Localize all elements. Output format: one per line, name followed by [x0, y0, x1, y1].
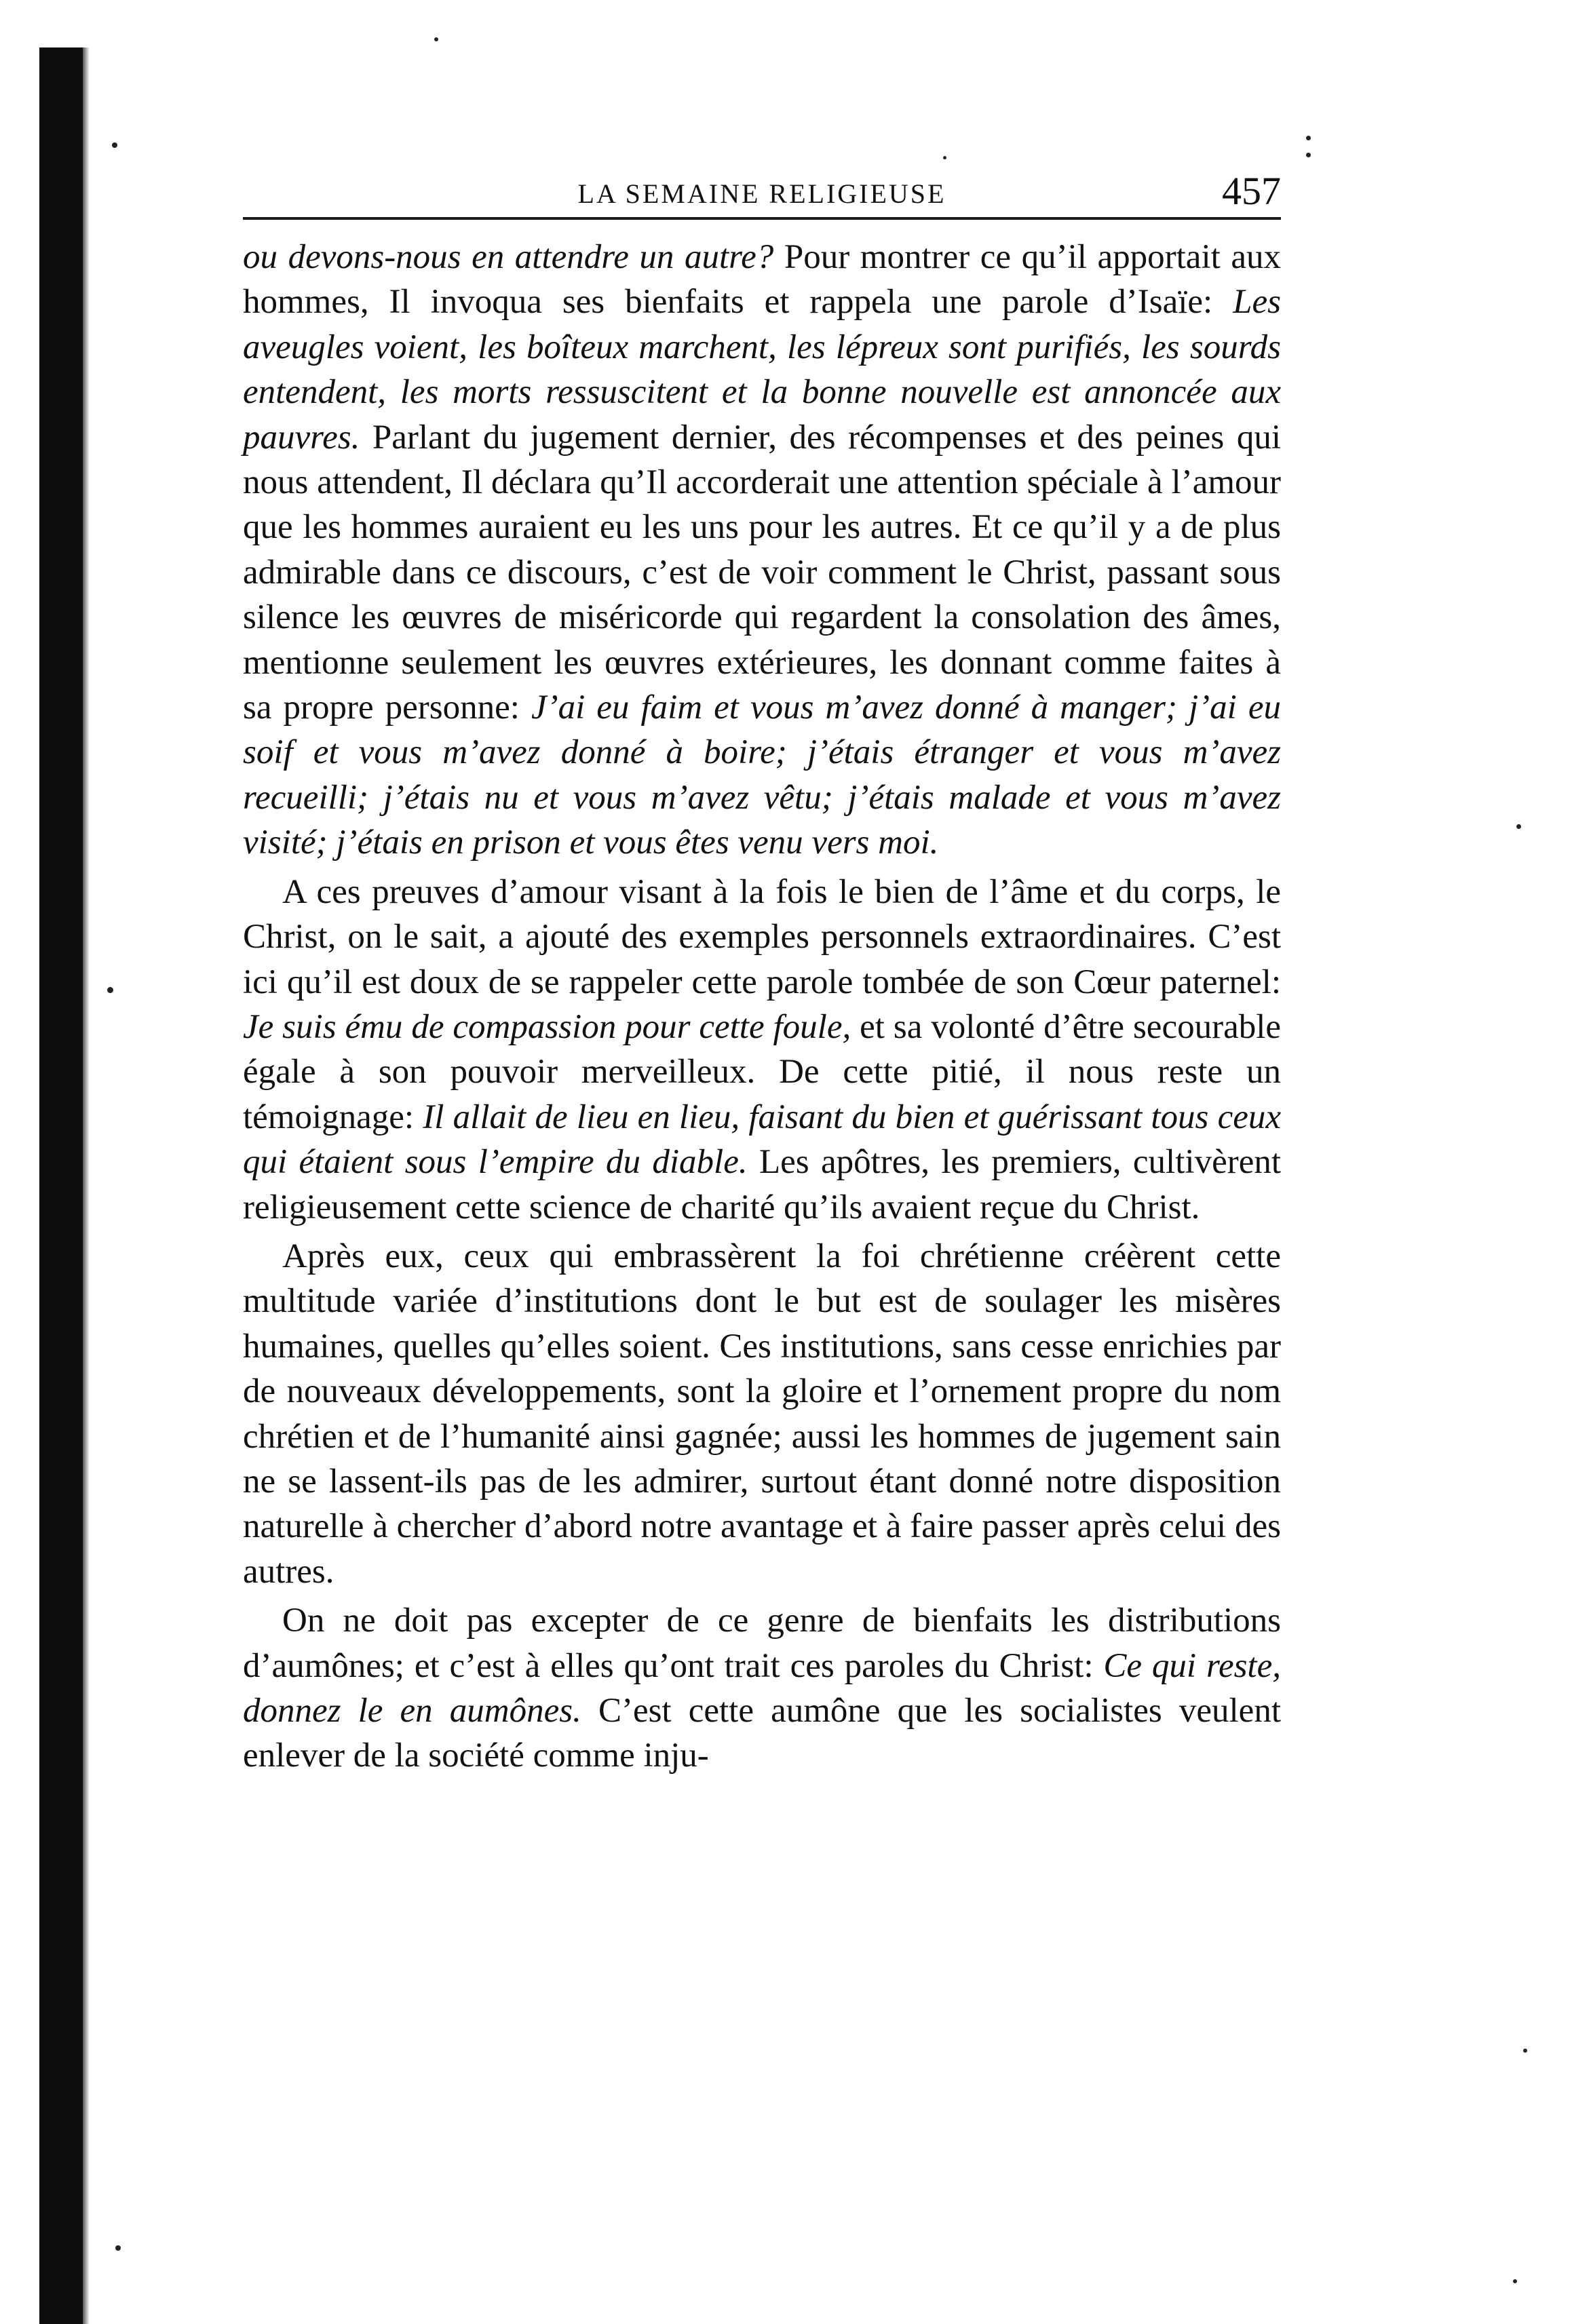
text-segment: A ces preuves d’amour visant à la fois le bien de l’âme et du corps, le Christ, on le sait, a ajouté des exemples personnels extraordinaires. C’est ici qu’il est doux de se rappeler cette parole tombée de son Cœur paternel:: [243, 872, 1281, 1001]
text-segment: Ce qui reste, donnez le en aumônes.: [243, 1646, 1281, 1730]
body-text: [243, 235, 1281, 1779]
scan-speck: [943, 156, 946, 159]
text-segment: Pour montrer ce qu’il apportait aux hommes, Il invoqua ses bienfaits et rappela une parole d’Isaïe:: [243, 238, 1281, 322]
scan-speck: [1523, 2049, 1527, 2053]
text-segment: C’est cette aumône que les socialistes veulent enlever de la société comme inju-: [243, 1692, 1281, 1775]
scan-speck: [1513, 2279, 1517, 2283]
text-segment: Il allait de lieu en lieu, faisant du bien et guérissant tous ceux qui étaient sous l’empire du diable.: [243, 1098, 1281, 1182]
paragraph-3: [243, 1234, 1281, 1594]
text-segment: On ne doit pas excepter de ce genre de bienfaits les distributions d’aumônes; et c’est à elles qu’ont trait ces paroles du Christ:: [243, 1602, 1281, 1685]
page-binding-edge: [39, 47, 83, 2324]
text-segment: et sa volonté d’être secourable égale à son pouvoir merveilleux. De cette pitié, il nous reste un témoignage:: [243, 1007, 1282, 1136]
scan-speck: [1306, 136, 1311, 140]
text-segment: Les aveugles voient, les boîteux marchent, les lépreux sont purifiés, les sourds entendent, les morts ressuscitent et la bonne nouvelle est annoncée aux pauvres.: [243, 283, 1281, 457]
paragraph-2: [243, 870, 1281, 1230]
paragraph-1: [243, 235, 1281, 866]
scan-speck: [115, 2245, 121, 2251]
page-number: 457: [1222, 169, 1281, 213]
paragraph-4: [243, 1598, 1281, 1779]
scan-speck: [112, 142, 117, 148]
text-segment: Les apôtres, les premiers, cultivèrent religieusement cette science de charité qu’ils avaient reçue du Christ.: [243, 1143, 1281, 1226]
running-header: [243, 156, 1281, 220]
scan-speck: [434, 37, 438, 41]
scan-speck: [1516, 824, 1521, 829]
text-segment: Je suis ému de compassion pour cette foule,: [243, 1007, 851, 1046]
text-segment: ou devons-nous en attendre un autre?: [243, 238, 774, 276]
scan-speck: [107, 987, 113, 993]
text-segment: Après eux, ceux qui embrassèrent la foi chrétienne créèrent cette multitude variée d’institutions dont le but est de soulager les misères humaines, quelles qu’elles soient. Ces institutions, sans cesse enrichies par de nouveaux développements, sont la gloire et l’ornement propre du nom chrétien et de l’humanité ainsi gagnée; aussi les hommes de jugement sain ne se lassent-ils pas de les admirer, surtout étant donné notre disposition naturelle à chercher d’abord notre avantage et à faire passer après celui des autres.: [243, 1237, 1281, 1591]
document-page: [243, 156, 1281, 1783]
text-segment: J’ai eu faim et vous m’avez donné à manger; j’ai eu soif et vous m’avez donné à boire; j’étais étranger et vous m’avez recueilli; j’étais nu et vous m’avez vêtu; j’étais malade et vous m’avez visité; j’étais en prison et vous êtes venu vers moi.: [243, 689, 1282, 862]
text-segment: Parlant du jugement dernier, des récompenses et des peines qui nous attendent, Il déclara qu’Il accorderait une attention spéciale à l’amour que les hommes auraient eu les uns pour les autres. Et ce qu’il y a de plus admirable dans ce discours, c’est de voir comment le Christ, passant sous silence les œuvres de miséricorde qui regardent la consolation des âmes, mentionne seulement les œuvres extérieures, les donnant comme faites à sa propre personne:: [243, 418, 1281, 727]
running-title: LA SEMAINE RELIGIEUSE: [577, 178, 946, 209]
scan-speck: [1306, 153, 1311, 157]
